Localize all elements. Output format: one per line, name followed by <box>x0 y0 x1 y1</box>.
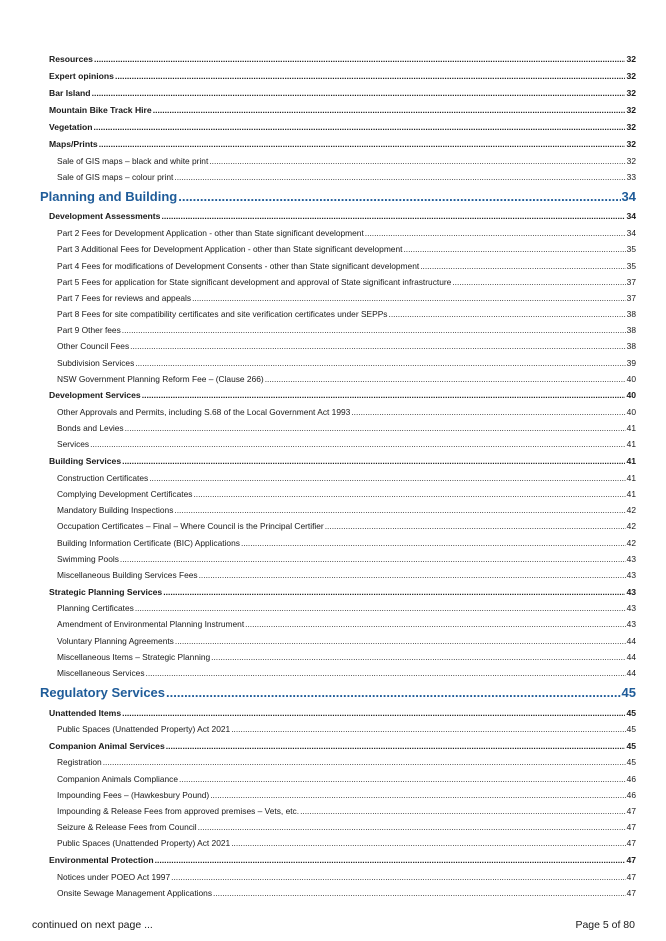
toc-entry[interactable] <box>40 322 636 338</box>
dot-leader <box>135 603 626 613</box>
toc-entry[interactable] <box>40 404 636 420</box>
toc-subsection-entry[interactable] <box>40 583 636 600</box>
toc-subsection-entry[interactable] <box>40 208 636 225</box>
toc-entry-label: Miscellaneous Items – Strategic Planning <box>57 651 211 662</box>
dot-leader <box>153 105 626 115</box>
toc-entry-page: 38 <box>626 309 636 320</box>
toc-entry[interactable] <box>40 518 636 534</box>
dot-leader <box>122 708 625 718</box>
dot-leader <box>135 358 625 368</box>
toc-entry-label: NSW Government Planning Reform Fee – (Clause 266) <box>57 373 264 384</box>
toc-entry-label: Part 2 Fees for Development Application - other than State significant development <box>57 228 364 239</box>
toc-entry-label: Impounding & Release Fees from approved premises – Vets, etc. <box>57 806 300 817</box>
toc-entry[interactable] <box>40 169 636 185</box>
toc-subsection-entry[interactable] <box>40 50 636 67</box>
dot-leader <box>142 390 626 400</box>
toc-entry-page: 47 <box>626 887 636 898</box>
toc-entry-page: 32 <box>626 139 636 150</box>
toc-entry[interactable] <box>40 551 636 567</box>
toc-entry[interactable] <box>40 616 636 632</box>
toc-entry-label: Services <box>57 439 90 450</box>
toc-entry-page: 32 <box>626 53 636 64</box>
toc-entry-label: Part 4 Fees for modifications of Development Consents - other than State significant development <box>57 260 420 271</box>
toc-subsection-entry[interactable] <box>40 737 636 754</box>
dot-leader <box>231 724 625 734</box>
toc-entry-label: Resources <box>49 53 93 64</box>
toc-entry-page: 40 <box>626 407 636 418</box>
toc-entry-page: 38 <box>626 325 636 336</box>
dot-leader <box>171 872 626 882</box>
dot-leader <box>213 888 626 898</box>
dot-leader <box>115 71 626 81</box>
toc-entry-label: Bonds and Levies <box>57 423 124 434</box>
toc-entry[interactable] <box>40 470 636 486</box>
dot-leader <box>146 668 626 678</box>
toc-entry-page: 46 <box>626 773 636 784</box>
toc-entry-page: 42 <box>626 505 636 516</box>
toc-entry[interactable] <box>40 600 636 616</box>
dot-leader <box>198 822 626 832</box>
toc-entry[interactable] <box>40 274 636 290</box>
dot-leader <box>174 172 625 182</box>
page-number: Page 5 of 80 <box>575 919 635 931</box>
dot-leader <box>245 619 626 629</box>
toc-entry-label: Onsite Sewage Management Applications <box>57 887 213 898</box>
toc-entry-page: 41 <box>626 423 636 434</box>
toc-entry-page: 41 <box>626 439 636 450</box>
toc-entry-label: Other Council Fees <box>57 341 130 352</box>
toc-entry[interactable] <box>40 721 636 737</box>
toc-entry-page: 37 <box>626 292 636 303</box>
toc-entry-page: 32 <box>626 155 636 166</box>
toc-entry-label: Complying Development Certificates <box>57 488 193 499</box>
toc-entry-label: Other Approvals and Permits, including S.68 of the Local Government Act 1993 <box>57 407 351 418</box>
toc-entry-page: 32 <box>626 121 636 132</box>
toc-entry-page: 45 <box>626 724 636 735</box>
toc-entry[interactable] <box>40 649 636 665</box>
toc-subsection-entry[interactable] <box>40 704 636 721</box>
dot-leader <box>389 309 626 319</box>
dot-leader <box>166 741 626 751</box>
toc-entry[interactable] <box>40 241 636 257</box>
toc-entry-page: 47 <box>626 871 636 882</box>
toc-entry[interactable] <box>40 436 636 452</box>
toc-entry-page: 47 <box>626 806 636 817</box>
toc-subsection-entry[interactable] <box>40 852 636 869</box>
dot-leader <box>193 489 625 499</box>
dot-leader <box>90 439 626 449</box>
toc-entry-label: Building Services <box>49 456 122 467</box>
toc-entry-page: 34 <box>621 188 636 204</box>
continued-note: continued on next page ... <box>32 919 153 931</box>
toc-entry-label: Public Spaces (Unattended Property) Act 2021 <box>57 724 231 735</box>
toc-entry-label: Planning Certificates <box>57 603 134 614</box>
dot-leader <box>210 790 625 800</box>
toc-entry-page: 32 <box>626 70 636 81</box>
page-footer <box>32 919 635 931</box>
toc-entry-label: Vegetation <box>49 121 93 132</box>
toc-entry[interactable] <box>40 290 636 306</box>
table-of-contents <box>40 50 636 901</box>
dot-leader <box>94 54 625 64</box>
toc-entry-page: 37 <box>626 276 636 287</box>
dot-leader <box>178 189 620 204</box>
toc-entry-page: 40 <box>626 390 636 401</box>
dot-leader <box>325 521 626 531</box>
toc-entry-label: Amendment of Environmental Planning Instrument <box>57 619 245 630</box>
toc-entry-page: 32 <box>626 104 636 115</box>
toc-entry[interactable] <box>40 819 636 835</box>
toc-entry-page: 33 <box>626 171 636 182</box>
toc-entry-page: 45 <box>626 707 636 718</box>
toc-entry[interactable] <box>40 567 636 583</box>
dot-leader <box>231 838 625 848</box>
toc-entry[interactable] <box>40 665 636 681</box>
toc-entry-label: Voluntary Planning Agreements <box>57 635 174 646</box>
toc-entry[interactable] <box>40 257 636 273</box>
toc-entry-label: Companion Animal Services <box>49 740 165 751</box>
toc-entry-page: 35 <box>626 244 636 255</box>
toc-subsection-entry[interactable] <box>40 387 636 404</box>
toc-entry-label: Bar Island <box>49 87 91 98</box>
toc-entry[interactable] <box>40 803 636 819</box>
dot-leader <box>403 244 625 254</box>
dot-leader <box>125 423 626 433</box>
toc-entry[interactable] <box>40 338 636 354</box>
toc-entry-label: Part 5 Fees for application for State significant development and approval of State significant infrastructure <box>57 276 452 287</box>
toc-subsection-entry[interactable] <box>40 453 636 470</box>
toc-entry-label: Sale of GIS maps – black and white print <box>57 155 209 166</box>
toc-entry[interactable] <box>40 534 636 550</box>
toc-entry-page: 47 <box>626 855 636 866</box>
toc-entry-page: 42 <box>626 537 636 548</box>
toc-entry-page: 44 <box>626 651 636 662</box>
toc-entry-page: 45 <box>626 740 636 751</box>
toc-entry-page: 34 <box>626 228 636 239</box>
toc-entry-page: 43 <box>626 603 636 614</box>
toc-entry-label: Companion Animals Compliance <box>57 773 179 784</box>
dot-leader <box>420 261 625 271</box>
toc-entry-label: Environmental Protection <box>49 855 154 866</box>
toc-entry-label: Part 3 Additional Fees for Development Application - other than State significant development <box>57 244 403 255</box>
toc-entry-page: 32 <box>626 87 636 98</box>
toc-entry[interactable] <box>40 632 636 648</box>
toc-entry[interactable] <box>40 486 636 502</box>
dot-leader <box>166 685 621 700</box>
toc-entry-page: 46 <box>626 789 636 800</box>
dot-leader <box>211 652 626 662</box>
dot-leader <box>122 325 626 335</box>
toc-entry-label: Occupation Certificates – Final – Where Council is the Principal Certifier <box>57 521 324 532</box>
toc-entry[interactable] <box>40 306 636 322</box>
toc-entry-label: Unattended Items <box>49 707 122 718</box>
toc-subsection-entry[interactable] <box>40 135 636 152</box>
dot-leader <box>122 456 625 466</box>
toc-entry-label: Expert opinions <box>49 70 114 81</box>
dot-leader <box>365 228 626 238</box>
toc-entry-label: Notices under POEO Act 1997 <box>57 871 171 882</box>
dot-leader <box>149 473 625 483</box>
toc-entry-label: Part 8 Fees for site compatibility certificates and site verification certificates under SEPPs <box>57 309 388 320</box>
toc-entry[interactable] <box>40 771 636 787</box>
toc-entry-page: 43 <box>626 553 636 564</box>
toc-entry-page: 47 <box>626 838 636 849</box>
toc-entry-label: Part 9 Other fees <box>57 325 121 336</box>
toc-entry[interactable] <box>40 754 636 770</box>
dot-leader <box>99 139 626 149</box>
toc-entry-label: Construction Certificates <box>57 472 149 483</box>
dot-leader <box>155 855 626 865</box>
toc-entry[interactable] <box>40 869 636 885</box>
dot-leader <box>179 774 626 784</box>
toc-entry-page: 44 <box>626 635 636 646</box>
dot-leader <box>300 806 626 816</box>
toc-section-heading[interactable] <box>40 185 636 208</box>
toc-entry-page: 45 <box>626 757 636 768</box>
dot-leader <box>161 211 625 221</box>
toc-entry[interactable] <box>40 420 636 436</box>
dot-leader <box>130 341 626 351</box>
toc-entry-page: 35 <box>626 260 636 271</box>
toc-entry-label: Miscellaneous Services <box>57 667 145 678</box>
toc-entry-page: 39 <box>626 357 636 368</box>
toc-entry[interactable] <box>40 225 636 241</box>
toc-entry-page: 41 <box>626 456 636 467</box>
toc-entry-page: 44 <box>626 667 636 678</box>
dot-leader <box>174 505 625 515</box>
toc-entry-page: 43 <box>626 569 636 580</box>
dot-leader <box>199 570 626 580</box>
toc-section-heading[interactable] <box>40 681 636 704</box>
toc-entry-page: 47 <box>626 822 636 833</box>
toc-entry-page: 43 <box>626 619 636 630</box>
toc-entry[interactable] <box>40 787 636 803</box>
toc-entry-label: Planning and Building <box>40 188 178 204</box>
toc-entry-label: Seizure & Release Fees from Council <box>57 822 197 833</box>
toc-entry-page: 42 <box>626 521 636 532</box>
dot-leader <box>120 554 626 564</box>
toc-entry-label: Registration <box>57 757 102 768</box>
dot-leader <box>351 407 625 417</box>
toc-entry-label: Mountain Bike Track Hire <box>49 104 152 115</box>
toc-entry-page: 41 <box>626 472 636 483</box>
dot-leader <box>93 122 625 132</box>
toc-subsection-entry[interactable] <box>40 67 636 84</box>
toc-entry-label: Regulatory Services <box>40 685 166 700</box>
toc-entry-label: Subdivision Services <box>57 357 135 368</box>
dot-leader <box>103 757 626 767</box>
toc-entry[interactable] <box>40 835 636 851</box>
toc-entry-page: 45 <box>621 685 636 700</box>
toc-entry[interactable] <box>40 153 636 169</box>
dot-leader <box>209 156 625 166</box>
toc-entry[interactable] <box>40 502 636 518</box>
dot-leader <box>241 538 626 548</box>
toc-entry-page: 34 <box>626 211 636 222</box>
toc-entry-label: Public Spaces (Unattended Property) Act 2021 <box>57 838 231 849</box>
toc-entry-page: 43 <box>626 586 636 597</box>
toc-entry-label: Strategic Planning Services <box>49 586 163 597</box>
toc-entry-page: 38 <box>626 341 636 352</box>
toc-entry-label: Impounding Fees – (Hawkesbury Pound) <box>57 789 210 800</box>
toc-entry[interactable] <box>40 355 636 371</box>
toc-subsection-entry[interactable] <box>40 101 636 118</box>
toc-entry-label: Sale of GIS maps – colour print <box>57 171 174 182</box>
dot-leader <box>175 636 626 646</box>
toc-entry[interactable] <box>40 885 636 901</box>
dot-leader <box>92 88 626 98</box>
toc-entry-page: 40 <box>626 373 636 384</box>
toc-entry-page: 41 <box>626 488 636 499</box>
dot-leader <box>265 374 626 384</box>
toc-entry-label: Development Services <box>49 390 141 401</box>
toc-entry-label: Development Assessments <box>49 211 161 222</box>
toc-entry-label: Swimming Pools <box>57 553 119 564</box>
toc-entry-label: Part 7 Fees for reviews and appeals <box>57 292 192 303</box>
toc-subsection-entry[interactable] <box>40 84 636 101</box>
toc-entry-label: Miscellaneous Building Services Fees <box>57 569 198 580</box>
toc-entry-label: Building Information Certificate (BIC) Applications <box>57 537 240 548</box>
dot-leader <box>163 587 625 597</box>
toc-entry[interactable] <box>40 371 636 387</box>
toc-entry-label: Mandatory Building Inspections <box>57 505 174 516</box>
toc-subsection-entry[interactable] <box>40 118 636 135</box>
dot-leader <box>452 277 625 287</box>
toc-entry-label: Maps/Prints <box>49 139 98 150</box>
dot-leader <box>192 293 626 303</box>
